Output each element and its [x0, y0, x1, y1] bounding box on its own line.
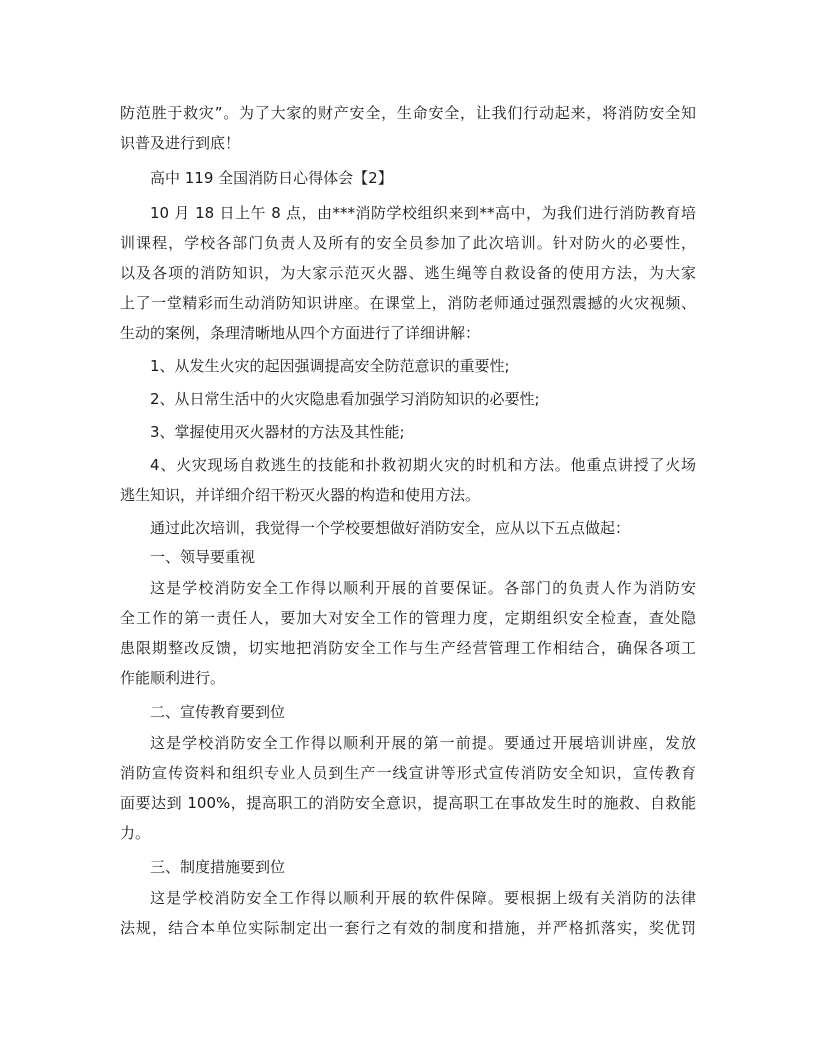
text-line: 以及各项的消防知识，为大家示范灭火器、逃生绳等自救设备的使用方法，为大家 — [120, 264, 696, 282]
list-item: 3、掌握使用灭火器材的方法及其性能; — [150, 423, 405, 441]
text-line: 逃生知识，并详细介绍干粉灭火器的构造和使用方法。 — [120, 486, 481, 504]
subsection-heading: 二、宣传教育要到位 — [150, 703, 286, 721]
text-line: 力。 — [120, 824, 151, 842]
text-line: 这是学校消防安全工作得以顺利开展的软件保障。要根据上级有关消防的法律 — [150, 889, 696, 907]
subsection-heading: 一、领导要重视 — [150, 548, 256, 566]
text-line: 训课程，学校各部门负责人及所有的安全员参加了此次培训。针对防火的必要性， — [120, 234, 696, 252]
text-line: 防范胜于救灾”。为了大家的财产安全，生命安全，让我们行动起来，将消防安全知 — [120, 104, 696, 122]
text-line: 通过此次培训，我觉得一个学校要想做好消防安全，应从以下五点做起： — [150, 519, 631, 537]
text-line: 全工作的第一责任人，要加大对安全工作的管理力度，定期组织安全检查，查处隐 — [120, 609, 696, 627]
subsection-heading: 三、制度措施要到位 — [150, 858, 286, 876]
section-heading: 高中 119 全国消防日心得体会【2】 — [150, 169, 393, 187]
text-line: 识普及进行到底！ — [120, 134, 241, 152]
text-line: 消防宣传资料和组织专业人员到生产一线宣讲等形式宣传消防安全知识，宣传教育 — [120, 764, 696, 782]
text-line: 面要达到 100%，提高职工的消防安全意识，提高职工在事故发生时的施救、自救能 — [120, 794, 696, 812]
text-line: 上了一堂精彩而生动消防知识讲座。在课堂上，消防老师通过强烈震撼的火灾视频、 — [120, 294, 696, 312]
list-item: 1、从发生火灾的起因强调提高安全防范意识的重要性; — [150, 357, 510, 375]
text-line: 10 月 18 日上午 8 点，由***消防学校组织来到**高中，为我们进行消防教育培 — [150, 204, 696, 222]
text-line: 患限期整改反馈，切实地把消防安全工作与生产经营管理工作相结合，确保各项工 — [120, 639, 696, 657]
text-line: 这是学校消防安全工作得以顺利开展的首要保证。各部门的负责人作为消防安 — [150, 579, 696, 597]
text-line: 法规，结合本单位实际制定出一套行之有效的制度和措施，并严格抓落实，奖优罚 — [120, 919, 696, 937]
list-item: 4、火灾现场自救逃生的技能和扑救初期火灾的时机和方法。他重点讲授了火场 — [150, 456, 696, 474]
list-item: 2、从日常生活中的火灾隐患看加强学习消防知识的必要性; — [150, 390, 540, 408]
text-line: 生动的案例，条理清晰地从四个方面进行了详细讲解： — [120, 324, 481, 342]
text-line: 作能顺利进行。 — [120, 669, 226, 687]
text-line: 这是学校消防安全工作得以顺利开展的第一前提。要通过开展培训讲座，发放 — [150, 734, 696, 752]
